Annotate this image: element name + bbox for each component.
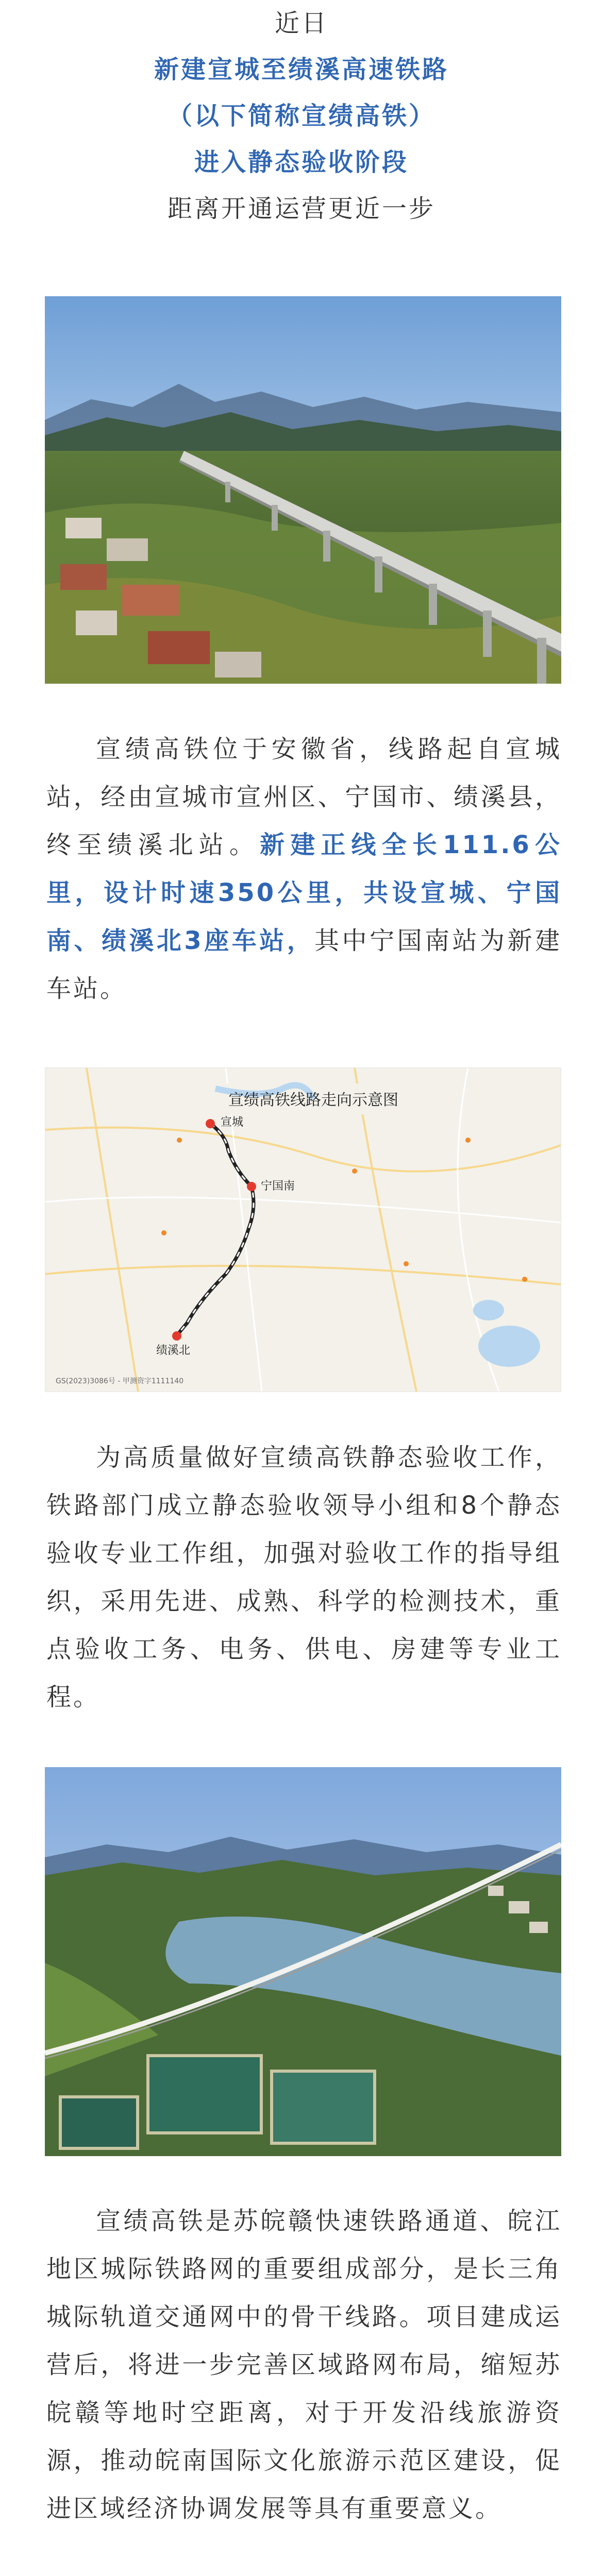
intro-line-5: 距离开通运营更近一步 xyxy=(167,194,435,223)
intro-line-1: 近日 xyxy=(274,9,328,38)
map-station-jixibei: 绩溪北 xyxy=(156,1344,191,1357)
intro-line-2: 新建宣城至绩溪高速铁路 xyxy=(154,55,449,84)
route-map xyxy=(45,1067,561,1392)
paragraph-route-text-end: 其中宁国南站为新建车站。 xyxy=(46,926,562,1003)
paragraph-inspection: 为高质量做好宣绩高铁静态验收工作，铁路部门成立静态验收领导小组和8个静态验收专业工作组，加强对验收工作的指导组织，采用先进、成熟、科学的检测技术，重点验收工务、电务、供电、房建等专业工程。 xyxy=(46,1443,562,1711)
map-footnote: GS(2023)3086号 - 甲测资字1111140 xyxy=(56,1377,184,1385)
paragraph-significance: 宣绩高铁是苏皖赣快速铁路通道、皖江地区城际铁路网的重要组成部分，是长三角城际轨道交通网中的骨干线路。项目建成运营后，将进一步完善区域路网布局，缩短苏皖赣等地时空距离，对于开发沿线旅游资源，推动皖南国际文化旅游示范区建设，促进区域经济协调发展等具有重要意义。 xyxy=(46,2207,562,2523)
map-station-xuancheng: 宣城 xyxy=(221,1116,244,1129)
paragraph-route-highlight: 新建正线全长111.6公里，设计时速350公里，共设宣城、宁国南、绩溪北3座车站， xyxy=(46,831,562,955)
paragraph-route-overview xyxy=(46,725,562,1013)
intro-line-4: 进入静态验收阶段 xyxy=(194,148,409,177)
photo-viaduct xyxy=(45,296,561,684)
river-bridge-photo-image xyxy=(45,1767,561,2156)
map-title: 宣绩高铁线路走向示意图 xyxy=(228,1091,398,1109)
route-map-image xyxy=(45,1068,561,1392)
viaduct-photo-image xyxy=(45,296,561,684)
map-station-ningguonan: 宁国南 xyxy=(261,1180,295,1193)
photo-river-bridge xyxy=(45,1767,561,2156)
intro-line-3: （以下简称宣绩高铁） xyxy=(167,101,435,130)
paragraph-route-text: 宣绩高铁位于安徽省，线路起自宣城站，经由宣城市宣州区、宁国市、绩溪县，终至绩溪北站。 xyxy=(46,735,562,859)
